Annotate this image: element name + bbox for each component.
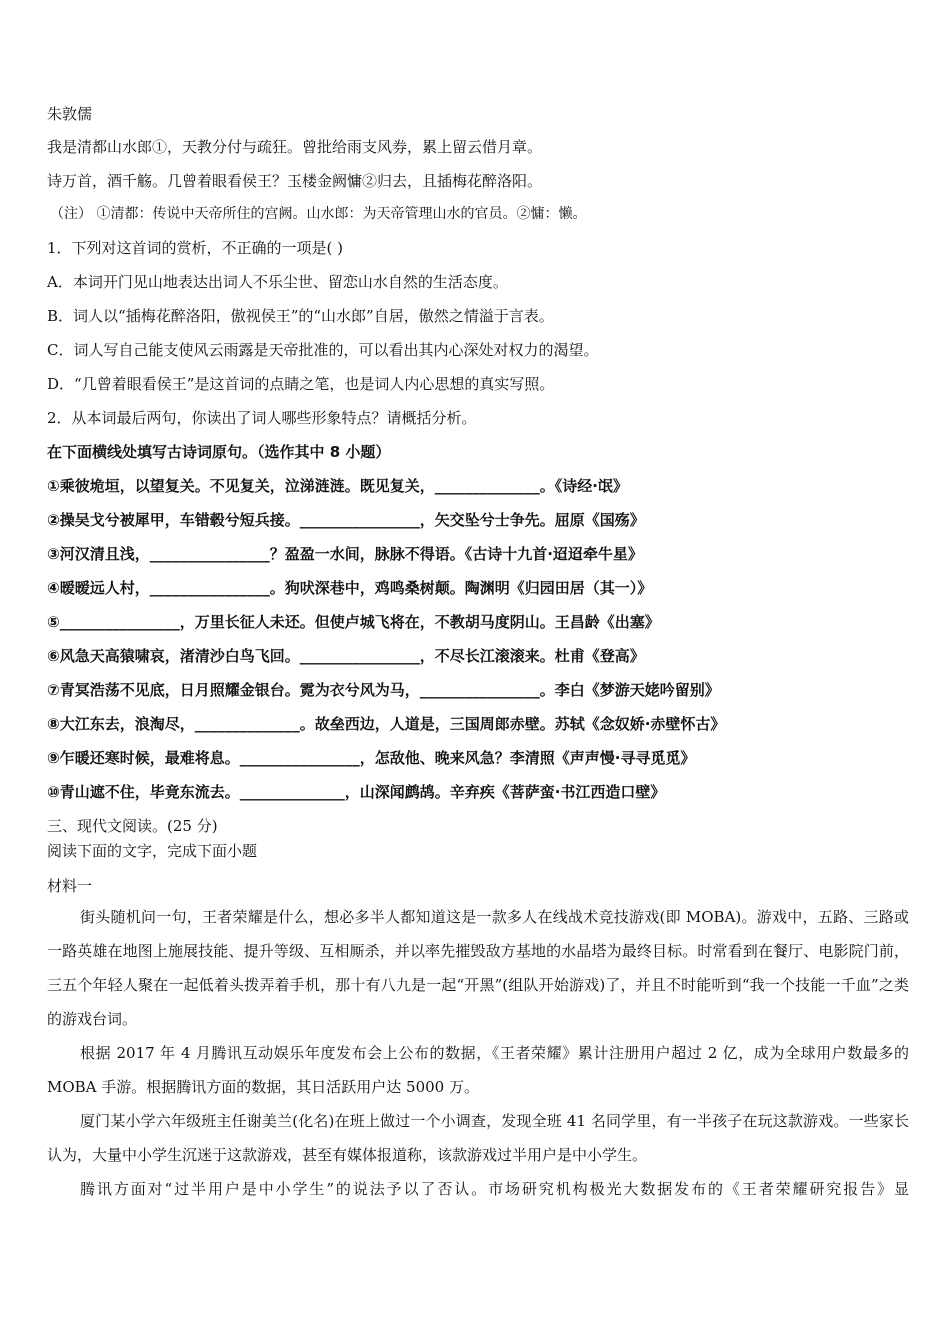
fill-item: ⑧大江东去，浪淘尽，______________。故垒西边，人道是，三国周郎赤壁。苏轼《念奴娇·赤壁怀古》 xyxy=(47,715,726,733)
fill-item: ⑦青冥浩荡不见底，日月照耀金银台。霓为衣兮风为马，________________。李白《梦游天姥吟留别》 xyxy=(47,681,720,699)
fill-item: ⑨乍暖还寒时候，最难将息。________________，怎敌他、晚来风急？李清照《声声慢·寻寻觅觅》 xyxy=(47,749,696,767)
poem-note: （注） ①清都：传说中天帝所住的宫阙。山水郎：为天帝管理山水的官员。②慵：懒。 xyxy=(50,206,587,222)
poem-line-1: 我是清都山水郎①，天教分付与疏狂。曾批给雨支风券，累上留云借月章。 xyxy=(47,138,543,156)
material-label: 材料一 xyxy=(47,877,93,895)
fill-item: ②操吴戈兮被犀甲，车错毂兮短兵接。________________，矢交坠兮士争先。屈原《国殇》 xyxy=(47,511,645,529)
fill-item: ①乘彼垝垣，以望复关。不见复关，泣涕涟涟。既见复关，______________。《诗经·氓》 xyxy=(47,477,628,495)
fill-heading: 在下面横线处填写古诗词原句。（选作其中 8 小题） xyxy=(47,443,391,461)
fill-item: ⑥风急天高猿啸哀，渚清沙白鸟飞回。________________，不尽长江滚滚来。杜甫《登高》 xyxy=(47,647,645,665)
article-paragraph: 根据 2017 年 4 月腾讯互动娱乐年度发布会上公布的数据，《王者荣耀》累计注册用户超过 2 亿，成为全球用户数最多的 MOBA 手游。根据腾讯方面的数据，其日活跃用户达 5000 万。 xyxy=(47,1044,909,1096)
poem-line-2: 诗万首，酒千觞。几曾着眼看侯王？玉楼金阙慵②归去，且插梅花醉洛阳。 xyxy=(47,172,543,190)
section-3-title: 三、现代文阅读。(25 分) xyxy=(47,817,218,835)
article-paragraph: 腾讯方面对“过半用户是中小学生”的说法予以了否认。市场研究机构极光大数据发布的《王者荣耀研究报告》显 xyxy=(80,1180,909,1198)
option-b: B．词人以“插梅花醉洛阳，傲视侯王”的“山水郎”自居，傲然之情溢于言表。 xyxy=(47,307,554,325)
poem-author: 朱敦儒 xyxy=(47,105,93,123)
article-paragraph: 厦门某小学六年级班主任谢美兰(化名)在班上做过一个小调查，发现全班 41 名同学里，有一半孩子在玩这款游戏。一些家长认为，大量中小学生沉迷于这款游戏，甚至有媒体报道称，该款游戏过半用户是中小学生。 xyxy=(47,1112,909,1164)
fill-item: ③河汉清且浅，________________？盈盈一水间，脉脉不得语。《古诗十九首·迢迢牵牛星》 xyxy=(47,545,643,563)
option-d: D．“几曾着眼看侯王”是这首词的点睛之笔，也是词人内心思想的真实写照。 xyxy=(47,375,555,393)
section-3-instruction: 阅读下面的文字，完成下面小题 xyxy=(47,842,258,860)
fill-item: ⑤________________，万里长征人未还。但使卢城飞将在，不教胡马度阴山。王昌龄《出塞》 xyxy=(47,613,660,631)
option-c: C．词人写自己能支使风云雨露是天帝批准的，可以看出其内心深处对权力的渴望。 xyxy=(47,341,599,359)
option-a: A．本词开门见山地表达出词人不乐尘世、留恋山水自然的生活态度。 xyxy=(47,273,508,291)
article-paragraph: 街头随机问一句，王者荣耀是什么，想必多半人都知道这是一款多人在线战术竞技游戏(即 MOBA)。游戏中，五路、三路或一路英雄在地图上施展技能、提升等级、互相厮杀，并以率先摧毁敌方基地的水晶塔为最终目标。时常看到在餐厅、电影院门前，三五个年轻人聚在一起低着头拨弄着手机，那十有八九是一起“开黑”(组队开始游戏)了，并且不时能听到“我一个技能一千血”之类的游戏台词。 xyxy=(47,908,909,1028)
question-1: 1．下列对这首词的赏析，不正确的一项是( ) xyxy=(47,239,344,257)
question-2: 2．从本词最后两句，你读出了词人哪些形象特点？请概括分析。 xyxy=(47,409,477,427)
article-body xyxy=(47,900,909,1206)
fill-item: ④暧暧远人村，________________。狗吠深巷中，鸡鸣桑树颠。陶渊明《归园田居（其一）》 xyxy=(47,579,653,597)
fill-item: ⑩青山遮不住，毕竟东流去。______________，山深闻鹧鸪。辛弃疾《菩萨蛮·书江西造口壁》 xyxy=(47,783,666,801)
